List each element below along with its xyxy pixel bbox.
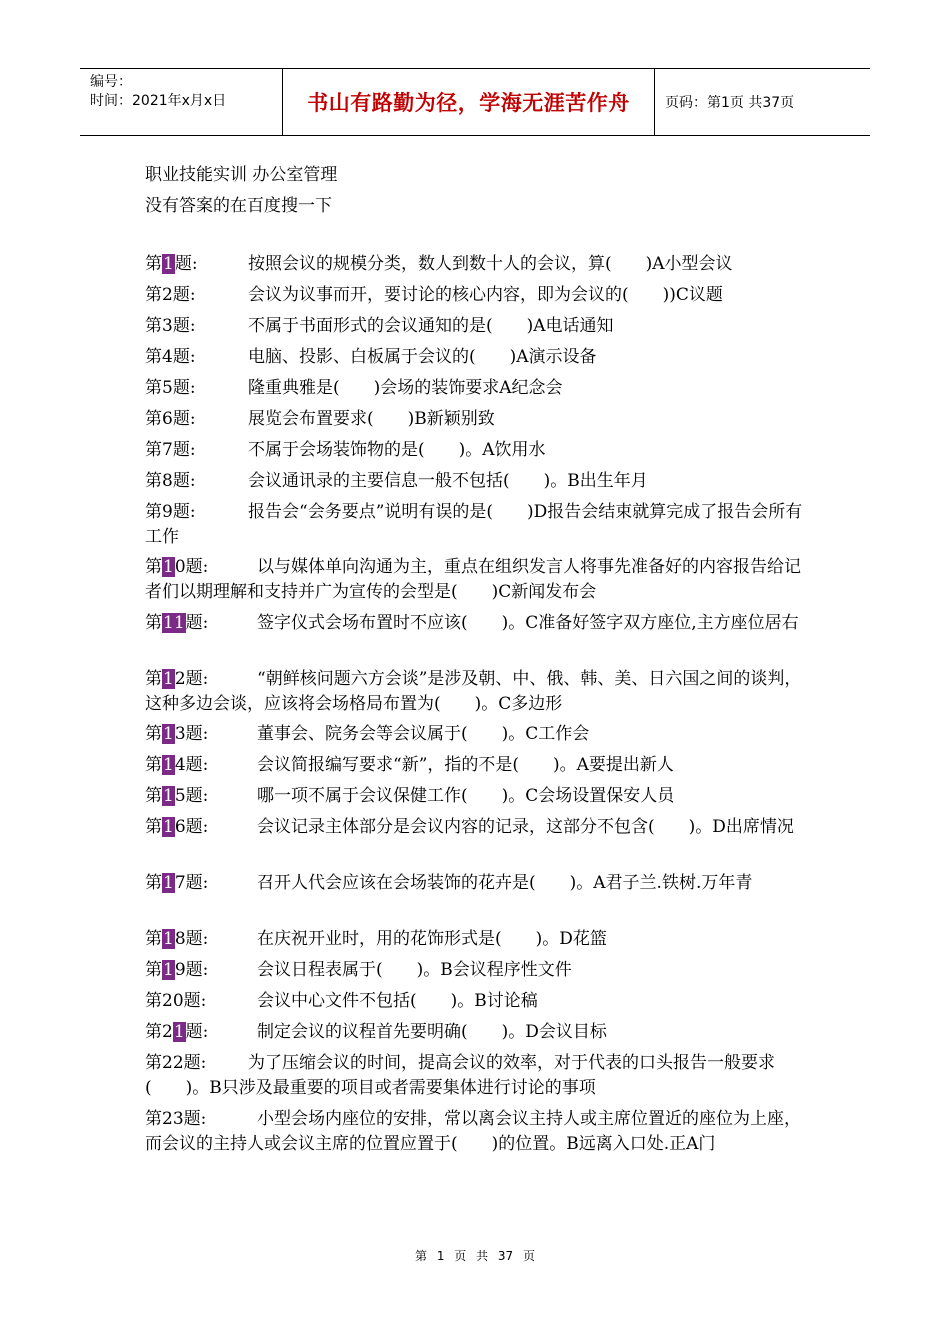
question-item (145, 555, 810, 605)
question-item (145, 314, 810, 339)
question-item (145, 815, 810, 840)
question-number: 第4题: (145, 347, 196, 367)
question-number: 第19题: (145, 960, 209, 980)
header-motto: 书山有路勤为径，学海无涯苦作舟 (283, 69, 655, 135)
question-number: 第18题: (145, 929, 209, 949)
question-number: 第10题: (145, 557, 209, 577)
question-number: 第8题: (145, 471, 196, 491)
question-number: 第11题: (145, 613, 209, 633)
question-number: 第2题: (145, 285, 196, 305)
search-highlight: 1 (173, 1022, 185, 1042)
question-number: 第21题: (145, 1022, 209, 1042)
question-text: 不属于会场装饰物的是( )。A饮用水 (248, 440, 546, 460)
intro-title: 职业技能实训 办公室管理 (145, 165, 338, 185)
search-highlight: 1 (163, 960, 174, 980)
question-text: 董事会、院务会等会议属于( )。C工作会 (257, 724, 590, 744)
question-number: 第15题: (145, 786, 209, 806)
search-highlight: 1 (163, 724, 174, 744)
question-text: 不属于书面形式的会议通知的是( )A电话通知 (248, 316, 614, 336)
page-header (80, 68, 870, 136)
question-number: 第3题: (145, 316, 196, 336)
question-number: 第7题: (145, 440, 196, 460)
question-text: 会议简报编写要求“新”，指的不是( )。A要提出新人 (257, 755, 674, 775)
question-number: 第1题: (145, 254, 198, 274)
question-number: 第9题: (145, 502, 196, 522)
question-item (145, 667, 810, 717)
intro-note: 没有答案的在百度搜一下 (145, 196, 332, 216)
question-text: 在庆祝开业时，用的花饰形式是( )。D花篮 (257, 929, 607, 949)
question-text: 隆重典雅是( )会场的装饰要求A纪念会 (248, 378, 563, 398)
question-number: 第20题: (145, 991, 207, 1011)
question-number: 第6题: (145, 409, 196, 429)
question-item (145, 438, 810, 463)
search-highlight: 1 (163, 786, 174, 806)
question-item (145, 784, 810, 809)
question-item (145, 1020, 810, 1045)
question-number: 第14题: (145, 755, 209, 775)
search-highlight: 1 (163, 557, 174, 577)
question-text: 召开人代会应该在会场装饰的花卉是( )。A君子兰.铁树.万年青 (257, 873, 753, 893)
question-text: 为了压缩会议的时间，提高会议的效率，对于代表的口头报告一般要求( )。B只涉及最重要的项目或者需要集体进行讨论的事项 (145, 1053, 775, 1098)
question-item (145, 283, 810, 308)
question-item (145, 753, 810, 778)
question-item (145, 407, 810, 432)
question-number: 第16题: (145, 817, 209, 837)
question-text: 会议记录主体部分是会议内容的记录，这部分不包含( )。D出席情况 (257, 817, 794, 837)
question-text: 会议中心文件不包括( )。B讨论稿 (257, 991, 538, 1011)
question-item (145, 1051, 810, 1101)
search-highlight: 1 (163, 817, 174, 837)
question-text: 哪一项不属于会议保健工作( )。C会场设置保安人员 (257, 786, 675, 806)
question-item (145, 927, 810, 952)
header-page-label: 页码：第1页 共37页 (665, 95, 795, 111)
question-item (145, 871, 810, 896)
number-label: 编号： (90, 74, 132, 90)
question-item (145, 722, 810, 747)
page-footer: 第 1 页 共 37 页 (415, 1249, 535, 1263)
search-highlight: 1 (163, 929, 174, 949)
question-number: 第12题: (145, 669, 209, 689)
question-text: 制定会议的议程首先要明确( )。D会议目标 (257, 1022, 607, 1042)
question-item (145, 469, 810, 494)
search-highlight: 11 (163, 613, 185, 633)
search-highlight: 1 (163, 873, 174, 893)
time-label: 时间：2021年x月x日 (90, 93, 227, 109)
question-item (145, 611, 810, 636)
question-item (145, 989, 810, 1014)
question-item (145, 500, 810, 550)
question-text: “朝鲜核问题六方会谈”是涉及朝、中、俄、韩、美、日六国之间的谈判，这种多边会谈，应该将会场格局布置为( )。C多边形 (145, 669, 802, 714)
question-text: 展览会布置要求( )B新颖别致 (248, 409, 495, 429)
question-number: 第17题: (145, 873, 209, 893)
question-text: 以与媒体单向沟通为主，重点在组织发言人将事先准备好的内容报告给记者们以期理解和支持并广为宣传的会型是( )C新闻发布会 (145, 557, 801, 602)
question-item (145, 376, 810, 401)
question-text: 报告会“会务要点”说明有误的是( )D报告会结束就算完成了报告会所有工作 (145, 502, 803, 547)
search-highlight: 1 (163, 254, 174, 274)
question-text: 小型会场内座位的安排，常以离会议主持人或主席位置近的座位为上座，而会议的主持人或会议主席的位置应置于( )的位置。B远离入口处.正A门 (145, 1109, 801, 1154)
question-text: 会议日程表属于( )。B会议程序性文件 (257, 960, 572, 980)
question-item (145, 345, 810, 370)
question-number: 第22题: (145, 1053, 207, 1073)
question-number: 第5题: (145, 378, 196, 398)
question-text: 会议通讯录的主要信息一般不包括( )。B出生年月 (248, 471, 648, 491)
question-number: 第13题: (145, 724, 209, 744)
question-text: 按照会议的规模分类，数人到数十人的会议，算( )A小型会议 (248, 254, 733, 274)
question-text: 会议为议事而开，要讨论的核心内容，即为会议的( ))C议题 (248, 285, 723, 305)
question-number: 第23题: (145, 1109, 207, 1129)
header-meta (80, 69, 283, 135)
question-item (145, 252, 810, 277)
search-highlight: 1 (163, 669, 174, 689)
question-text: 签字仪式会场布置时不应该( )。C准备好签字双方座位,主方座位居右 (257, 613, 799, 633)
question-text: 电脑、投影、白板属于会议的( )A演示设备 (248, 347, 597, 367)
search-highlight: 1 (163, 755, 174, 775)
question-item (145, 1107, 810, 1157)
question-item (145, 958, 810, 983)
